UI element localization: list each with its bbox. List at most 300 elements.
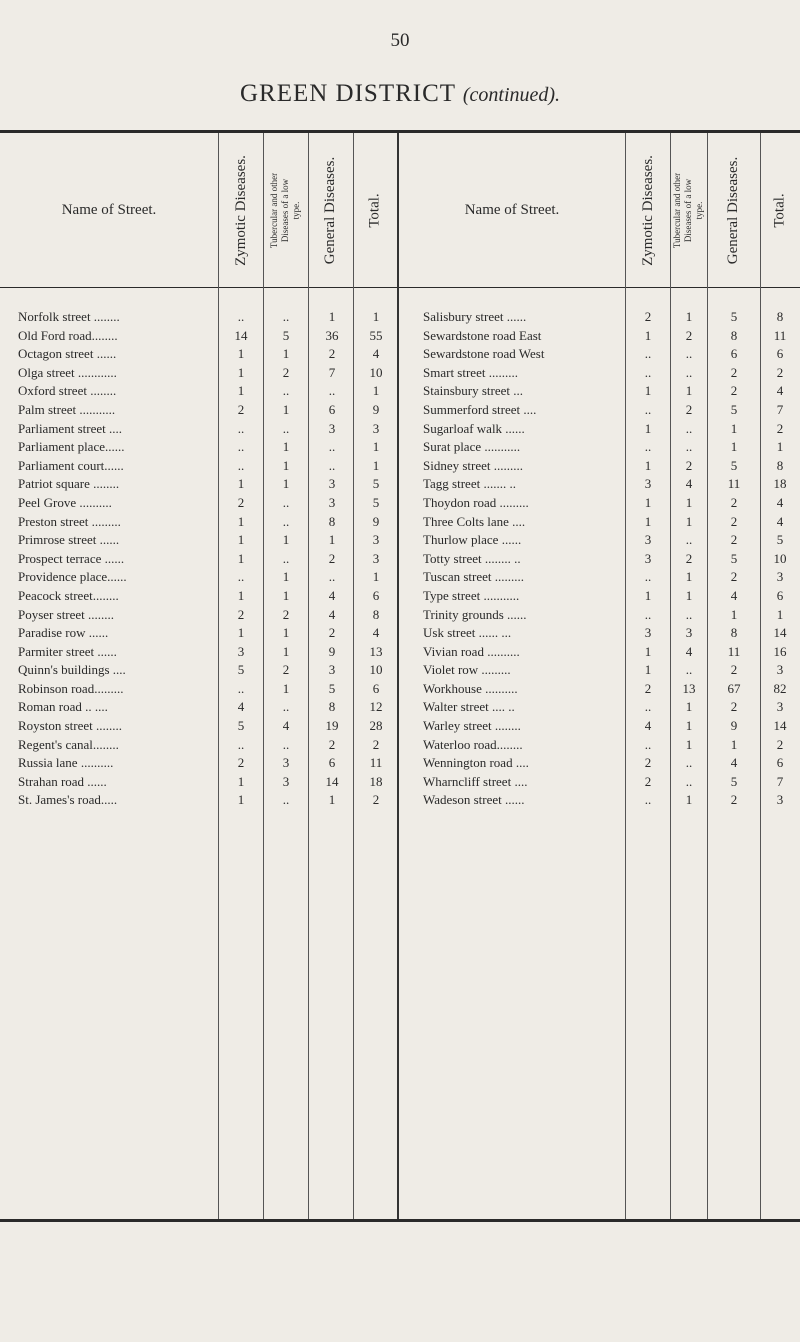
zymotic-count: .. — [644, 792, 652, 808]
total-count: 11 — [369, 755, 383, 771]
total-count: 8 — [776, 457, 784, 473]
tubercular-count: 1 — [282, 476, 290, 492]
table-row — [0, 475, 800, 494]
zymotic-count: .. — [237, 680, 245, 696]
header-general-label: General Diseases. — [322, 156, 339, 264]
total-count: 6 — [372, 680, 380, 696]
table-row — [0, 364, 800, 383]
header-tubercular-line3: type. — [291, 201, 302, 219]
general-count: 8 — [730, 625, 738, 641]
tubercular-count: .. — [685, 755, 693, 771]
header-tubercular-label — [673, 172, 706, 247]
zymotic-count: 2 — [644, 680, 652, 696]
zymotic-count: .. — [644, 569, 652, 585]
general-count: .. — [328, 439, 336, 455]
general-count: .. — [328, 383, 336, 399]
total-count: 5 — [776, 532, 784, 548]
zymotic-count: 1 — [237, 532, 245, 548]
street-name: Type street ........... — [423, 587, 520, 603]
street-name: Stainsbury street ... — [423, 383, 524, 399]
total-count: 12 — [369, 699, 383, 715]
table-row — [0, 531, 800, 550]
general-count: 2 — [730, 569, 738, 585]
zymotic-count: 5 — [237, 718, 245, 734]
general-count: 3 — [328, 662, 336, 678]
zymotic-count: 1 — [237, 513, 245, 529]
tubercular-count: 2 — [282, 364, 290, 380]
general-count: 3 — [328, 476, 336, 492]
tubercular-count: .. — [282, 699, 290, 715]
general-count: 2 — [730, 364, 738, 380]
street-name: Parliament street .... — [18, 420, 122, 436]
total-count: 9 — [372, 401, 380, 417]
total-count: 10 — [773, 550, 787, 566]
zymotic-count: 1 — [644, 587, 652, 603]
total-count: 8 — [372, 606, 380, 622]
street-name: Surat place ........... — [423, 439, 521, 455]
header-zymotic-label: Zymotic Diseases. — [639, 154, 656, 266]
tubercular-count: .. — [685, 773, 693, 789]
general-count: 2 — [328, 736, 336, 752]
street-name: Russia lane .......... — [18, 755, 114, 771]
tubercular-count: .. — [685, 364, 693, 380]
general-count: 4 — [730, 755, 738, 771]
table-row — [0, 624, 800, 643]
general-count: 5 — [730, 550, 738, 566]
street-name: Smart street ......... — [423, 364, 518, 380]
general-count: .. — [328, 569, 336, 585]
street-name: Royston street ........ — [18, 718, 122, 734]
header-name-right — [399, 133, 625, 287]
table-row — [0, 568, 800, 587]
table-row — [0, 494, 800, 513]
tubercular-count: 1 — [685, 718, 693, 734]
general-count: 1 — [730, 736, 738, 752]
general-count: 3 — [328, 420, 336, 436]
general-count: 11 — [727, 476, 741, 492]
zymotic-count: 1 — [237, 364, 245, 380]
general-count: 1 — [730, 439, 738, 455]
street-name: Preston street ......... — [18, 513, 121, 529]
street-name: Roman road .. .... — [18, 699, 108, 715]
general-count: 1 — [730, 420, 738, 436]
zymotic-count: 1 — [237, 550, 245, 566]
total-count: 10 — [369, 364, 383, 380]
street-name: Patriot square ........ — [18, 476, 120, 492]
general-count: 4 — [328, 587, 336, 603]
total-count: 2 — [776, 420, 784, 436]
total-count: 2 — [776, 364, 784, 380]
street-name: Parliament place...... — [18, 439, 125, 455]
total-count: 13 — [369, 643, 383, 659]
total-count: 4 — [776, 494, 784, 510]
street-name: Oxford street ........ — [18, 383, 117, 399]
table-row — [0, 345, 800, 364]
street-name: Violet row ......... — [423, 662, 511, 678]
total-count: 3 — [776, 569, 784, 585]
tubercular-count: 1 — [685, 587, 693, 603]
tubercular-count: 1 — [685, 309, 693, 324]
total-count: 18 — [369, 773, 383, 789]
header-total-label: Total. — [771, 192, 788, 228]
general-count: 3 — [328, 494, 336, 510]
street-name: Usk street ...... ... — [423, 625, 512, 641]
total-count: 7 — [776, 401, 784, 417]
general-count: 8 — [730, 327, 738, 343]
general-count: 2 — [730, 383, 738, 399]
tubercular-count: .. — [282, 550, 290, 566]
zymotic-count: 1 — [237, 383, 245, 399]
table-row — [0, 308, 800, 327]
tubercular-count: 1 — [685, 569, 693, 585]
tubercular-count: 1 — [685, 513, 693, 529]
street-name: Olga street ............ — [18, 364, 117, 380]
zymotic-count: 1 — [644, 420, 652, 436]
general-count: 2 — [730, 494, 738, 510]
general-count: 5 — [730, 309, 738, 324]
zymotic-count: 1 — [644, 662, 652, 678]
tubercular-count: 1 — [282, 587, 290, 603]
table-row — [0, 754, 800, 773]
total-count: 2 — [776, 736, 784, 752]
zymotic-count: .. — [644, 364, 652, 380]
table-row — [0, 513, 800, 532]
tubercular-count: 1 — [685, 699, 693, 715]
zymotic-count: 1 — [237, 587, 245, 603]
zymotic-count: 1 — [644, 494, 652, 510]
street-name: Workhouse .......... — [423, 680, 518, 696]
page-number: 50 — [390, 30, 410, 51]
header-general-label: General Diseases. — [725, 156, 742, 264]
tubercular-count: .. — [282, 792, 290, 808]
general-count: 8 — [328, 513, 336, 529]
total-count: 3 — [372, 550, 380, 566]
general-count: 2 — [730, 699, 738, 715]
total-count: 1 — [372, 383, 380, 399]
tubercular-count: 1 — [282, 569, 290, 585]
tubercular-count: 1 — [685, 736, 693, 752]
tubercular-count: 2 — [282, 606, 290, 622]
tubercular-count: 3 — [282, 755, 290, 771]
general-count: 4 — [730, 587, 738, 603]
table-row — [0, 587, 800, 606]
tubercular-count: .. — [685, 346, 693, 362]
total-count: 9 — [372, 513, 380, 529]
general-count: 6 — [328, 755, 336, 771]
general-count: 2 — [328, 346, 336, 362]
total-count: 7 — [776, 773, 784, 789]
tubercular-count: 1 — [282, 346, 290, 362]
zymotic-count: 1 — [237, 792, 245, 808]
zymotic-count: 5 — [237, 662, 245, 678]
zymotic-count: .. — [644, 346, 652, 362]
table-row — [0, 643, 800, 662]
table-row — [0, 401, 800, 420]
total-count: 1 — [776, 606, 784, 622]
table-row — [0, 438, 800, 457]
table-row — [0, 457, 800, 476]
general-count: 19 — [325, 718, 339, 734]
total-count: 6 — [776, 346, 784, 362]
tubercular-count: 2 — [685, 401, 693, 417]
street-name: Wennington road .... — [423, 755, 529, 771]
tubercular-count: 4 — [685, 643, 693, 659]
general-count: 5 — [730, 457, 738, 473]
street-name: Palm street ........... — [18, 401, 116, 417]
total-count: 6 — [776, 755, 784, 771]
header-name-label: Name of Street. — [61, 201, 157, 218]
total-count: 18 — [773, 476, 787, 492]
tubercular-count: 2 — [685, 457, 693, 473]
street-name: Warley street ........ — [423, 718, 521, 734]
tubercular-count: .. — [685, 532, 693, 548]
zymotic-count: .. — [644, 439, 652, 455]
street-name: Totty street ........ .. — [423, 550, 521, 566]
zymotic-count: 3 — [644, 625, 652, 641]
street-name: Regent's canal........ — [18, 736, 119, 752]
tubercular-count: 4 — [685, 476, 693, 492]
total-count: 82 — [773, 680, 787, 696]
street-name: Trinity grounds ...... — [423, 606, 527, 622]
zymotic-count: 3 — [644, 476, 652, 492]
tubercular-count: .. — [685, 662, 693, 678]
zymotic-count: .. — [237, 420, 245, 436]
general-count: 2 — [730, 792, 738, 808]
header-tubercular-line1: Tubercular and other — [269, 172, 280, 248]
total-count: 6 — [776, 587, 784, 603]
table-row — [0, 550, 800, 569]
zymotic-count: 1 — [644, 327, 652, 343]
general-count: 9 — [730, 718, 738, 734]
tubercular-count: .. — [282, 736, 290, 752]
header-tubercular-line1: Tubercular and other — [672, 172, 683, 248]
street-name: Thoydon road ......... — [423, 494, 529, 510]
general-count: 67 — [727, 680, 741, 696]
tubercular-count: 1 — [685, 383, 693, 399]
street-name: Octagon street ...... — [18, 346, 117, 362]
general-count: 5 — [730, 773, 738, 789]
zymotic-count: 2 — [644, 755, 652, 771]
general-count: 1 — [328, 792, 336, 808]
total-count: 3 — [372, 532, 380, 548]
tubercular-count: .. — [282, 494, 290, 510]
zymotic-count: .. — [644, 401, 652, 417]
general-count: 1 — [328, 309, 336, 324]
general-count: 2 — [328, 550, 336, 566]
tubercular-count: 1 — [685, 494, 693, 510]
header-total-left — [354, 133, 397, 287]
street-name: Quinn's buildings .... — [18, 662, 126, 678]
general-count: 2 — [730, 513, 738, 529]
page-title — [0, 80, 800, 108]
tubercular-count: 3 — [282, 773, 290, 789]
total-count: 55 — [369, 327, 383, 343]
street-name: Old Ford road........ — [18, 327, 118, 343]
total-count: 14 — [773, 718, 787, 734]
zymotic-count: .. — [644, 699, 652, 715]
header-tubercular-line3: type. — [694, 201, 705, 219]
header-total-label: Total. — [366, 192, 383, 228]
zymotic-count: 1 — [237, 476, 245, 492]
street-name: Strahan road ...... — [18, 773, 107, 789]
tubercular-count: 1 — [685, 792, 693, 808]
street-name: Salisbury street ...... — [423, 309, 527, 324]
zymotic-count: 3 — [644, 532, 652, 548]
header-tubercular-line2: Diseases of a low — [683, 178, 694, 242]
tubercular-count: .. — [282, 309, 290, 324]
tubercular-count: .. — [685, 606, 693, 622]
zymotic-count: 1 — [237, 773, 245, 789]
total-count: 4 — [776, 383, 784, 399]
general-count: 7 — [328, 364, 336, 380]
total-count: 2 — [372, 736, 380, 752]
street-name: Sewardstone road East — [423, 327, 542, 343]
zymotic-count: 3 — [644, 550, 652, 566]
total-count: 4 — [372, 346, 380, 362]
general-count: 36 — [325, 327, 339, 343]
general-count: .. — [328, 457, 336, 473]
header-general-left — [309, 133, 353, 287]
zymotic-count: 2 — [644, 773, 652, 789]
street-name: Vivian road .......... — [423, 643, 520, 659]
tubercular-count: 2 — [685, 550, 693, 566]
table-row — [0, 791, 800, 810]
total-count: 1 — [372, 439, 380, 455]
general-count: 2 — [730, 662, 738, 678]
street-name: Thurlow place ...... — [423, 532, 522, 548]
table-row — [0, 773, 800, 792]
general-count: 11 — [727, 643, 741, 659]
table-row — [0, 717, 800, 736]
total-count: 11 — [773, 327, 787, 343]
general-count: 14 — [325, 773, 339, 789]
zymotic-count: 1 — [644, 457, 652, 473]
header-name-label: Name of Street. — [464, 201, 560, 218]
total-count: 2 — [372, 792, 380, 808]
table-row — [0, 661, 800, 680]
tubercular-count: 2 — [282, 662, 290, 678]
district-title: GREEN DISTRICT — [239, 80, 456, 107]
header-tubercular-line2: Diseases of a low — [280, 178, 291, 242]
zymotic-count: .. — [237, 439, 245, 455]
street-name: Waterloo road........ — [423, 736, 523, 752]
header-zymotic-right — [626, 133, 670, 287]
general-count: 4 — [328, 606, 336, 622]
total-count: 1 — [372, 569, 380, 585]
table-row — [0, 606, 800, 625]
tubercular-count: 4 — [282, 718, 290, 734]
street-name: Sewardstone road West — [423, 346, 545, 362]
table-body — [0, 308, 800, 810]
street-name: Wharncliff street .... — [423, 773, 528, 789]
street-name: Primrose street ...... — [18, 532, 120, 548]
total-count: 5 — [372, 494, 380, 510]
tubercular-count: .. — [685, 439, 693, 455]
street-name: Parmiter street ...... — [18, 643, 117, 659]
general-count: 2 — [730, 532, 738, 548]
zymotic-count: 2 — [237, 494, 245, 510]
tubercular-count: .. — [282, 420, 290, 436]
zymotic-count: 4 — [644, 718, 652, 734]
tubercular-count: .. — [685, 420, 693, 436]
header-zymotic-label: Zymotic Diseases. — [232, 154, 249, 266]
tubercular-count: 1 — [282, 680, 290, 696]
table-row — [0, 327, 800, 346]
zymotic-count: 4 — [237, 699, 245, 715]
tubercular-count: 1 — [282, 625, 290, 641]
general-count: 6 — [730, 346, 738, 362]
zymotic-count: 1 — [644, 513, 652, 529]
total-count: 1 — [776, 439, 784, 455]
total-count: 3 — [776, 792, 784, 808]
header-tubercular-label — [270, 172, 303, 247]
street-name: Tagg street ....... .. — [423, 476, 516, 492]
street-name: Peacock street........ — [18, 587, 119, 603]
table-row — [0, 680, 800, 699]
street-name: Poyser street ........ — [18, 606, 115, 622]
zymotic-count: 2 — [644, 309, 652, 324]
bottom-rule — [0, 1219, 800, 1222]
zymotic-count: 2 — [237, 755, 245, 771]
street-name: Tuscan street ......... — [423, 569, 524, 585]
street-name: Norfolk street ........ — [18, 309, 120, 324]
tubercular-count: 1 — [282, 643, 290, 659]
tubercular-count: .. — [282, 383, 290, 399]
total-count: 8 — [776, 309, 784, 324]
street-name: Paradise row ...... — [18, 625, 109, 641]
table-row — [0, 736, 800, 755]
total-count: 4 — [372, 625, 380, 641]
zymotic-count: .. — [237, 569, 245, 585]
total-count: 1 — [372, 457, 380, 473]
zymotic-count: 3 — [237, 643, 245, 659]
header-general-right — [708, 133, 760, 287]
zymotic-count: .. — [644, 606, 652, 622]
header-zymotic-left — [219, 133, 263, 287]
total-count: 1 — [372, 309, 380, 324]
general-count: 1 — [328, 532, 336, 548]
table-row — [0, 382, 800, 401]
tubercular-count: 1 — [282, 401, 290, 417]
total-count: 3 — [776, 699, 784, 715]
total-count: 14 — [773, 625, 787, 641]
tubercular-count: 5 — [282, 327, 290, 343]
street-name: Robinson road......... — [18, 680, 124, 696]
tubercular-count: 2 — [685, 327, 693, 343]
tubercular-count: 3 — [685, 625, 693, 641]
total-count: 4 — [776, 513, 784, 529]
total-count: 10 — [369, 662, 383, 678]
street-name: Summerford street .... — [423, 401, 537, 417]
zymotic-count: 1 — [644, 643, 652, 659]
zymotic-count: .. — [237, 736, 245, 752]
street-name: Three Colts lane .... — [423, 513, 526, 529]
general-count: 8 — [328, 699, 336, 715]
zymotic-count: .. — [237, 457, 245, 473]
total-count: 3 — [372, 420, 380, 436]
total-count: 28 — [369, 718, 383, 734]
street-name: Wadeson street ...... — [423, 792, 525, 808]
header-rule — [0, 287, 800, 288]
tubercular-count: 1 — [282, 532, 290, 548]
table-row — [0, 420, 800, 439]
total-count: 6 — [372, 587, 380, 603]
general-count: 1 — [730, 606, 738, 622]
tubercular-count: 1 — [282, 457, 290, 473]
header-total-right — [761, 133, 800, 287]
continued-label: (continued). — [462, 84, 561, 106]
street-name: Sugarloaf walk ...... — [423, 420, 525, 436]
